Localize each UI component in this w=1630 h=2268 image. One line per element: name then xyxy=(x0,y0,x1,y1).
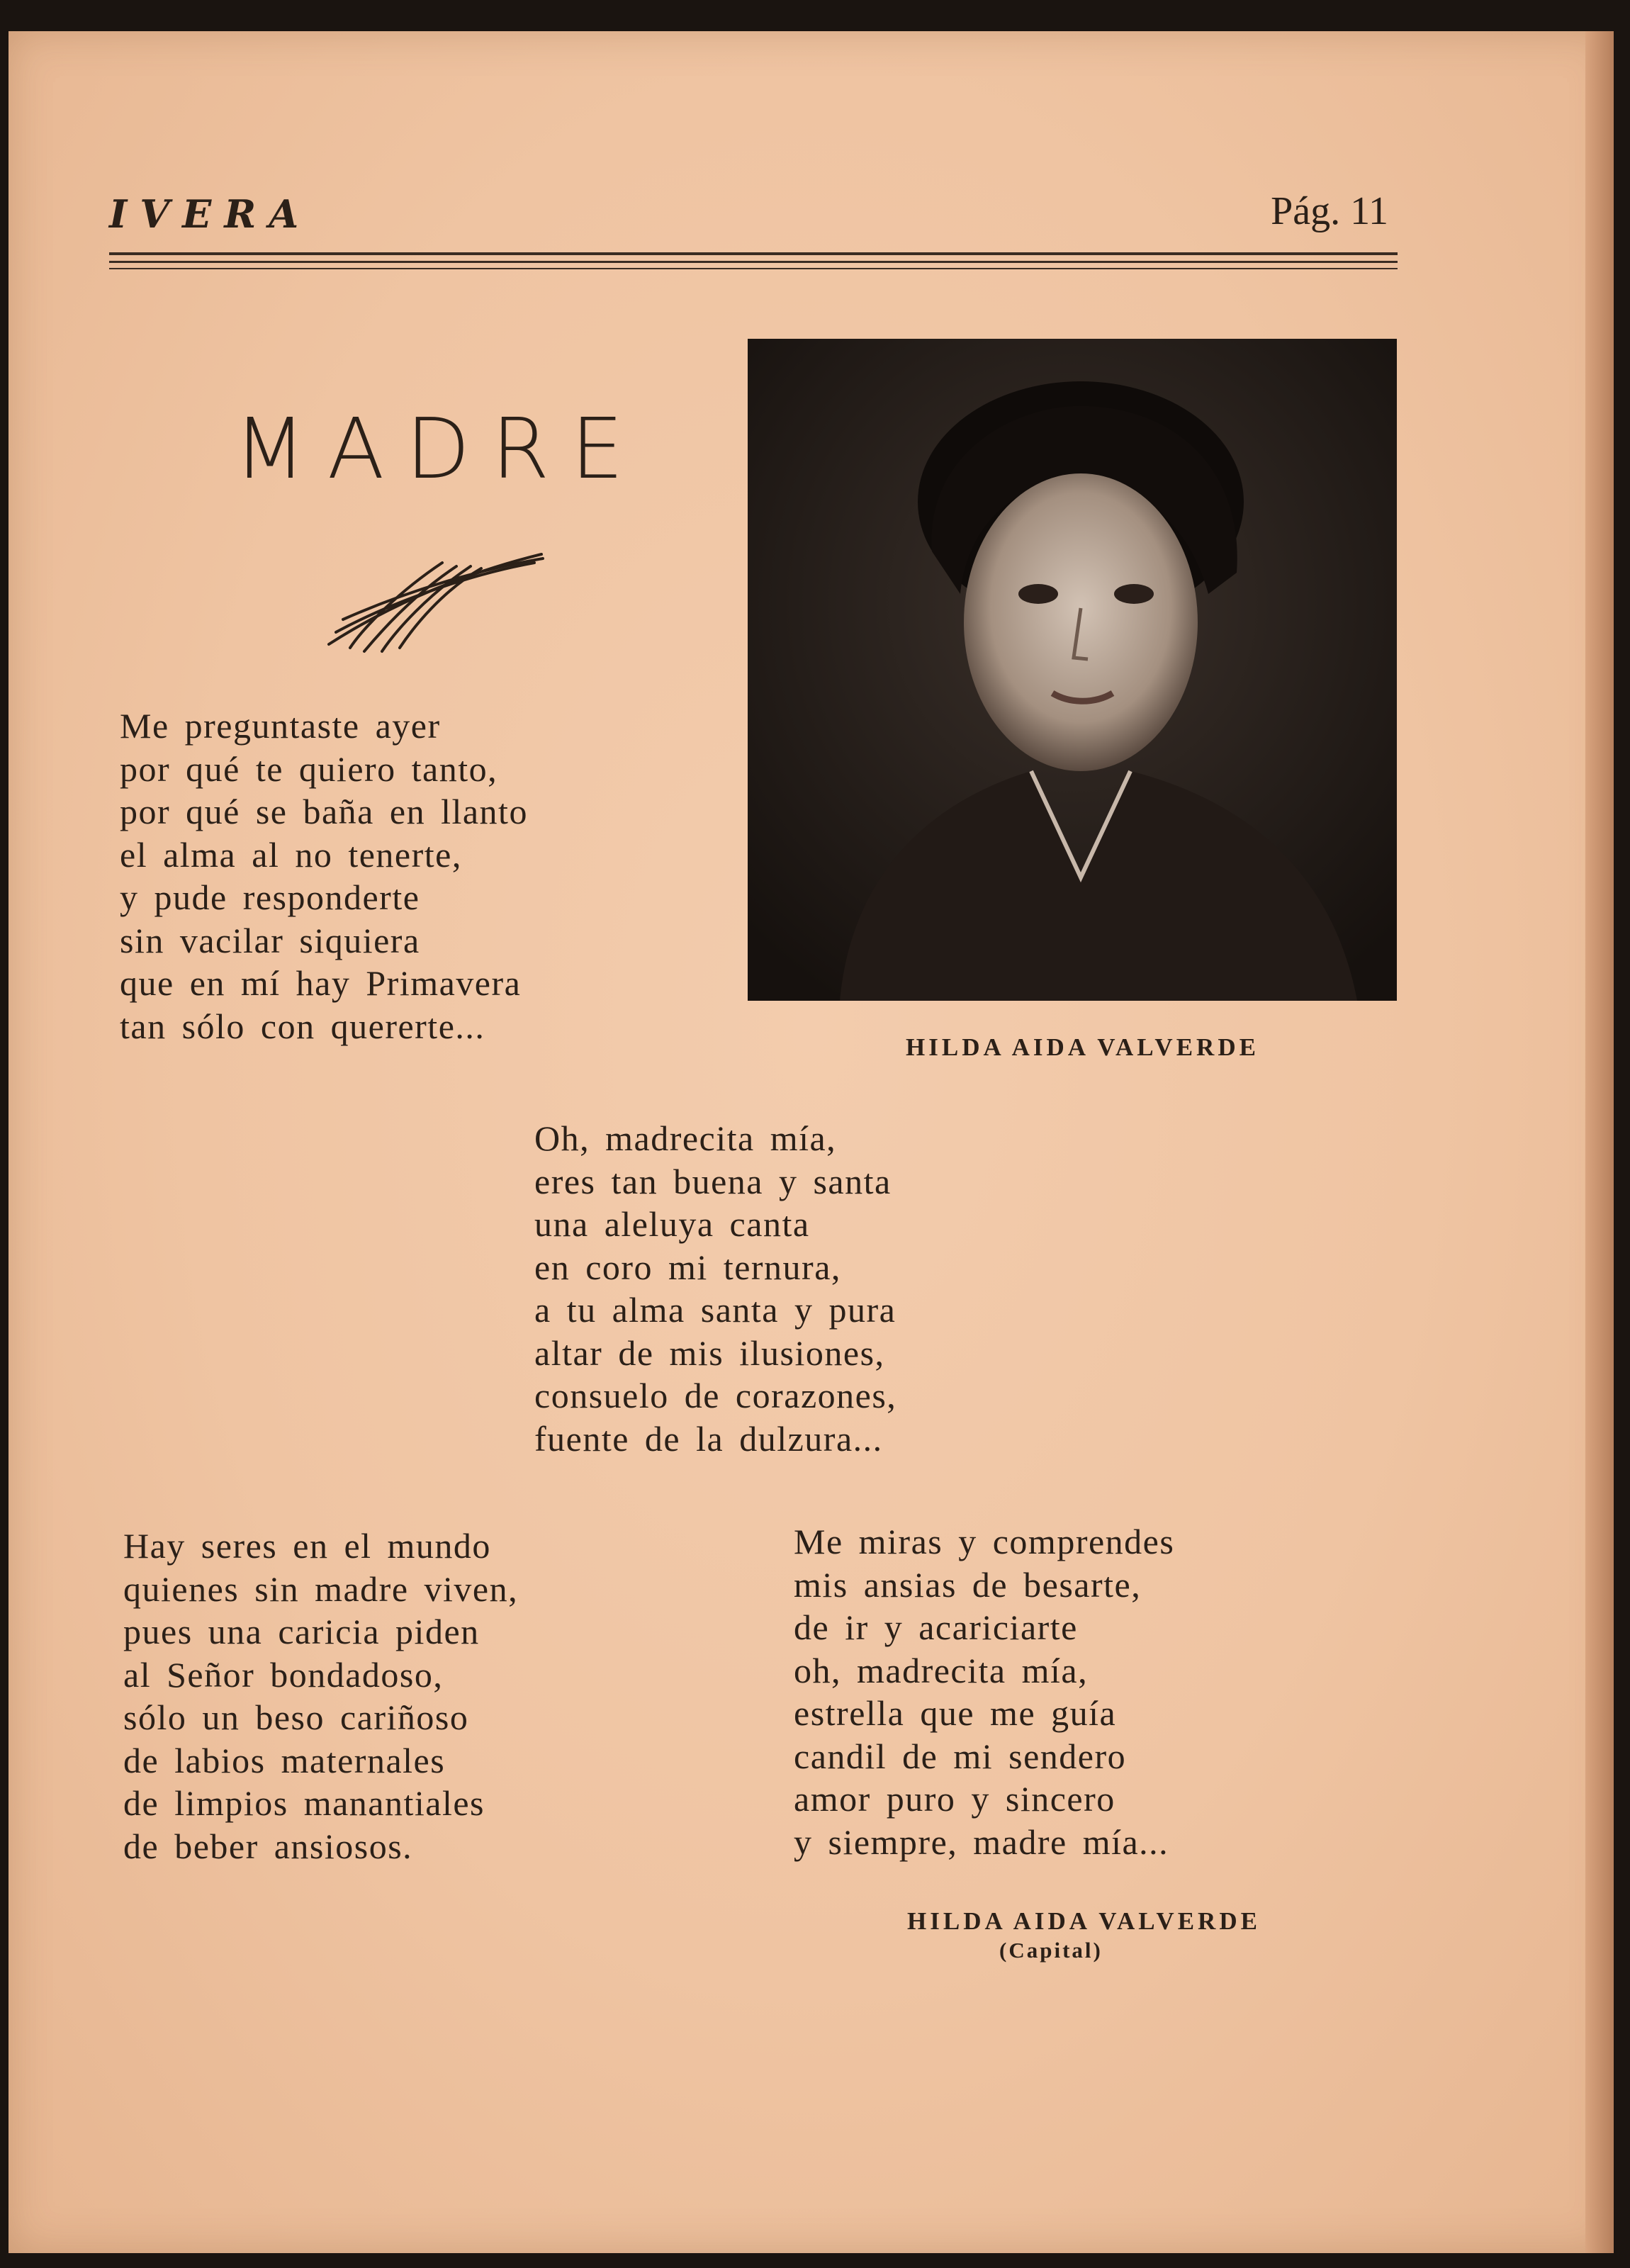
verse-line: candil de mi sendero xyxy=(794,1736,1127,1776)
verse-line: por qué te quiero tanto, xyxy=(120,748,498,789)
verse-line: de beber ansiosos. xyxy=(123,1826,413,1866)
verse-line: en coro mi ternura, xyxy=(534,1247,841,1287)
verse-line: tan sólo con quererte... xyxy=(120,1006,485,1046)
verse-line: y pude responderte xyxy=(120,877,420,917)
stanza-3 xyxy=(123,1525,518,1868)
page-spine-edge xyxy=(1585,31,1614,2253)
photo-caption: HILDA AIDA VALVERDE xyxy=(906,1033,1259,1061)
verse-line: mis ansias de besarte, xyxy=(794,1564,1142,1605)
stanza-1 xyxy=(120,704,528,1048)
verse-line: al Señor bondadoso, xyxy=(123,1654,444,1695)
verse-line: Hay seres en el mundo xyxy=(123,1526,491,1566)
verse-line: de ir y acariciarte xyxy=(794,1607,1078,1647)
poem-title: MADRE xyxy=(234,400,645,498)
verse-line: consuelo de corazones, xyxy=(534,1376,897,1415)
verse-line: oh, madrecita mía, xyxy=(794,1650,1089,1690)
verse-line: Me preguntaste ayer xyxy=(120,706,441,746)
author-location: (Capital) xyxy=(999,1938,1103,1963)
verse-line: de labios maternales xyxy=(123,1740,446,1780)
stanza-4 xyxy=(794,1520,1174,1863)
header-rule xyxy=(109,268,1398,269)
verse-line: sin vacilar siquiera xyxy=(120,920,420,960)
verse-line: por qué se baña en llanto xyxy=(120,792,528,831)
header-rule xyxy=(109,261,1398,263)
verse-line: amor puro y sincero xyxy=(794,1779,1115,1819)
verse-line: Oh, madrecita mía, xyxy=(534,1118,837,1158)
page-number: Pág. 11 xyxy=(1271,189,1388,233)
verse-line: a tu alma santa y pura xyxy=(534,1290,896,1330)
verse-line: pues una caricia piden xyxy=(123,1612,480,1651)
verse-line: quienes sin madre viven, xyxy=(123,1568,519,1609)
verse-line: Me miras y comprendes xyxy=(794,1522,1175,1561)
magazine-page xyxy=(9,31,1614,2253)
stanza-2 xyxy=(534,1117,896,1460)
verse-line: de limpios manantiales xyxy=(123,1783,485,1823)
verse-line: que en mí hay Primavera xyxy=(120,963,522,1003)
verse-line: sólo un beso cariñoso xyxy=(123,1697,469,1737)
verse-line: y siempre, madre mía... xyxy=(794,1821,1169,1862)
verse-line: fuente de la dulzura... xyxy=(534,1418,883,1459)
flourish-ornament xyxy=(322,549,549,655)
header-rule xyxy=(109,252,1398,255)
verse-line: altar de mis ilusiones, xyxy=(534,1332,885,1373)
verse-line: eres tan buena y santa xyxy=(534,1161,892,1201)
portrait-photo xyxy=(748,339,1397,1001)
verse-line: el alma al no tenerte, xyxy=(120,834,462,875)
magazine-title: IVERA xyxy=(109,191,312,237)
author-signature: HILDA AIDA VALVERDE xyxy=(907,1907,1261,1935)
verse-line: una aleluya canta xyxy=(534,1204,810,1244)
verse-line: estrella que me guía xyxy=(794,1693,1117,1733)
